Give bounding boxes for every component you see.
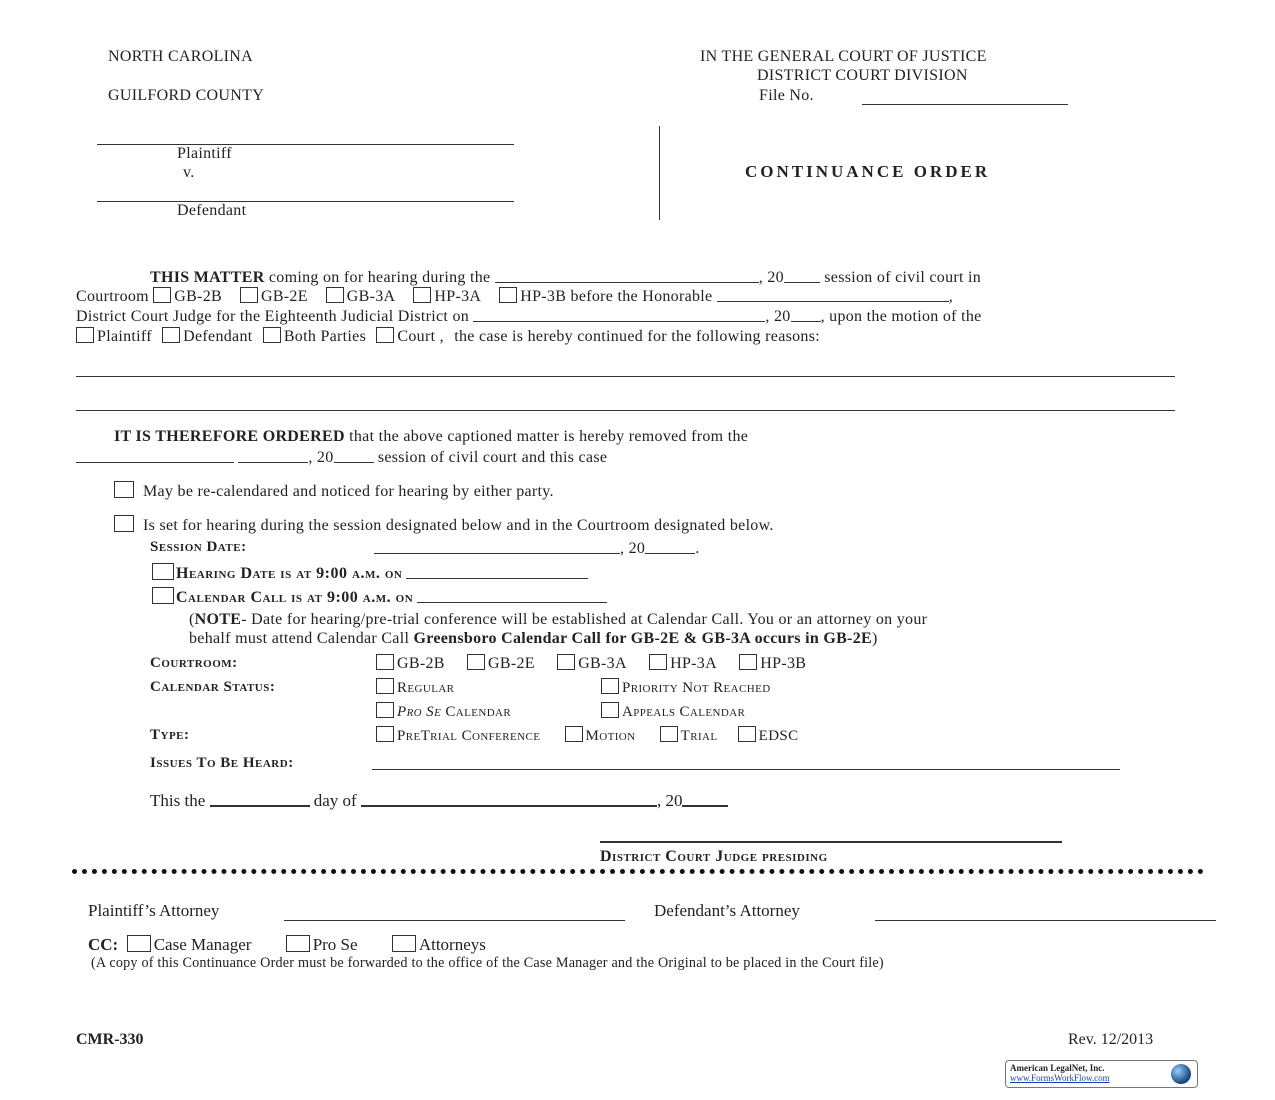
courtroom-options [376,654,824,673]
status-option-prose: Calendar [445,704,512,720]
courtroom-checkbox[interactable] [467,654,485,670]
cc-option: Attorneys [418,935,486,954]
page-title: CONTINUANCE ORDER [745,162,991,181]
status-row-2 [376,702,511,721]
cc-checkbox[interactable] [127,935,151,952]
calendar-call-checkbox[interactable] [152,587,174,604]
type-option: Trial [680,728,718,744]
matter-year-field-2[interactable] [791,307,821,322]
status-option-priority: Priority Not Reached [622,680,771,696]
judge-signature-label: District Court Judge presiding [600,848,828,865]
matter-year-field[interactable] [784,268,820,283]
type-options [376,726,817,745]
calendar-call-row [152,587,607,607]
status-checkbox[interactable] [601,678,619,694]
reasons-text: the case is hereby continued for the following reasons: [454,328,820,345]
plaintiff-attorney-label: Plaintiff’s Attorney [88,901,220,920]
recalendar-label: May be re-calendared and noticed for hearing by either party. [143,483,554,500]
matter-date-field[interactable] [473,307,765,322]
status-checkbox[interactable] [376,678,394,694]
recalendar-checkbox[interactable] [114,481,134,498]
option-set-hearing [114,515,774,535]
hearing-date-row [152,563,588,583]
this-the-label: This the [150,791,206,810]
courtroom-option: GB-2E [488,655,535,672]
matter-text-1: coming on for hearing during the [268,269,491,286]
type-option: Motion [585,728,636,744]
matter-year-prefix: , 20 [758,269,784,286]
matter-courtroom-option: GB-3A [346,288,396,305]
judge-signature-field[interactable] [600,841,1062,843]
matter-motion-text: , upon the motion of the [820,308,982,325]
matter-session-field[interactable] [495,268,759,283]
publisher-logo[interactable] [1005,1060,1198,1088]
courtroom-label: Courtroom: [150,655,238,671]
plaintiff-label: Plaintiff [177,145,232,162]
status-row-2b [601,702,745,721]
file-no-field[interactable] [862,104,1068,105]
cc-option: Case Manager [153,935,252,954]
session-year-field[interactable] [645,539,695,554]
defendant-attorney-label: Defendant’s Attorney [654,901,800,920]
division-label: DISTRICT COURT DIVISION [757,67,968,84]
globe-icon [1171,1064,1191,1084]
county-label: GUILFORD COUNTY [108,87,265,104]
ordered-text-1: that the above captioned matter is hereby removed from the [349,428,749,445]
mover-option: Plaintiff [97,328,152,345]
matter-courtroom-option: GB-2B [174,288,222,305]
type-option: EDSC [758,728,799,744]
day-field[interactable] [210,791,310,807]
matter-courtroom-label: Courtroom [76,288,149,305]
mover-checkbox[interactable] [376,327,394,343]
courtroom-checkbox[interactable] [376,654,394,670]
cc-row [88,935,504,955]
defendant-attorney-field[interactable] [875,920,1216,921]
year-field[interactable] [682,791,728,807]
logo-line-1: American LegalNet, Inc. [1010,1063,1105,1073]
ordered-lead: IT IS THEREFORE ORDERED [114,428,345,445]
matter-year-prefix-2: , 20 [765,308,791,325]
cc-checkbox[interactable] [392,935,416,952]
mover-checkbox[interactable] [263,327,281,343]
courtroom-option: GB-2B [397,655,445,672]
matter-courtroom-checkbox[interactable] [413,287,431,303]
session-date-field[interactable] [374,539,620,554]
matter-line-3 [76,307,982,326]
note-line-1: (NOTE- Date for hearing/pre-trial conference will be established at Calendar Call. You or an attorney on your [189,611,928,628]
courtroom-option: HP-3B [760,655,807,672]
mover-option: Court , [397,328,444,345]
status-option-prose-italic: Pro Se [397,704,442,720]
hearing-date-label: Hearing Date is at 9:00 a.m. on [176,565,403,582]
versus-label: v. [183,164,195,181]
set-hearing-checkbox[interactable] [114,515,134,532]
matter-courtroom-checkbox[interactable] [499,287,517,303]
set-hearing-label: Is set for hearing during the session designated below and in the Courtroom designated below. [143,517,774,534]
cc-checkbox[interactable] [286,935,310,952]
status-checkbox[interactable] [376,702,394,718]
issues-field[interactable] [372,769,1120,770]
calendar-status-label: Calendar Status: [150,679,276,695]
note-text-2: behalf must attend Calendar Call [189,630,410,647]
type-label: Type: [150,727,190,743]
plaintiff-name-field[interactable] [97,144,514,145]
day-of-label: day of [313,791,357,810]
form-id: CMR-330 [76,1031,144,1048]
judge-name-field[interactable] [717,287,949,302]
hearing-date-checkbox[interactable] [152,563,174,580]
session-date-line: , 20 . [374,539,700,558]
status-row-1b [601,678,771,697]
defendant-name-field[interactable] [97,201,514,202]
type-option: PreTrial Conference [397,728,541,744]
cc-label: CC: [88,935,119,954]
note-line-2: behalf must attend Calendar Call Greensboro Calendar Call for GB-2E & GB-3A occurs in GB-2E) [189,630,878,647]
matter-line-1 [76,268,981,287]
month-field[interactable] [361,791,657,807]
matter-line-4 [76,327,820,346]
status-checkbox[interactable] [601,702,619,718]
courtroom-option: HP-3A [670,655,717,672]
courtroom-checkbox[interactable] [739,654,757,670]
cc-note: (A copy of this Continuance Order must be forwarded to the office of the Case Manager and the Original to be placed in the Court file) [91,955,884,971]
ordered-date-field[interactable] [238,448,308,463]
court-label: IN THE GENERAL COURT OF JUSTICE [700,48,987,65]
caption-divider [659,126,660,220]
year-prefix: , 20 [656,791,683,810]
matter-courtroom-option: HP-3A [434,288,482,305]
logo-line-2[interactable]: www.FormsWorkFlow.com [1010,1073,1110,1083]
reasons-field-2[interactable] [76,410,1175,411]
option-recalendar [114,481,554,501]
section-divider [72,869,1204,874]
matter-courtroom-checkbox[interactable] [153,287,171,303]
type-checkbox[interactable] [738,726,756,742]
ordered-text-2: session of civil court and this case [377,449,608,466]
signature-date-line [150,791,728,811]
mover-option: Both Parties [283,328,367,345]
ordered-line-2: , 20 session of civil court and this case [76,448,607,467]
note-text: - Date for hearing/pre-trial conference will be established at Calendar Call. You or an attorney on your [241,611,928,628]
matter-courtroom-option: HP-3B [520,288,567,305]
courtroom-option: GB-3A [578,655,627,672]
matter-lead: THIS MATTER [150,269,265,286]
mover-checkbox[interactable] [162,327,180,343]
note-bold: Greensboro Calendar Call for GB-2E & GB-3A occurs in GB-2E [413,630,872,647]
calendar-call-label: Calendar Call is at 9:00 a.m. on [176,589,414,606]
courtroom-checkbox[interactable] [649,654,667,670]
note-lead: NOTE [194,611,242,628]
revision-label: Rev. 12/2013 [1068,1031,1154,1048]
defendant-label: Defendant [177,202,247,219]
type-checkbox[interactable] [376,726,394,742]
matter-text-3: session of civil court in [824,269,982,286]
type-checkbox[interactable] [660,726,678,742]
matter-courtroom-checkbox[interactable] [240,287,258,303]
status-option-appeals: Appeals Calendar [622,704,746,720]
courtroom-checkbox[interactable] [557,654,575,670]
matter-before-label: before the Honorable [570,288,713,305]
status-row-1 [376,678,454,697]
issues-label: Issues To Be Heard: [150,755,294,771]
ordered-session-field[interactable] [76,448,234,463]
plaintiff-attorney-field[interactable] [284,920,625,921]
hearing-date-field[interactable] [406,564,588,579]
session-date-label: Session Date: [150,539,247,555]
mover-checkbox[interactable] [76,327,94,343]
ordered-year-field[interactable] [334,448,374,463]
matter-line-2: Courtroom GB-2B GB-2E GB-3A HP-3A HP-3B before the Honorable , [76,288,954,305]
mover-option: Defendant [183,328,253,345]
type-checkbox[interactable] [565,726,583,742]
matter-judge-text: District Court Judge for the Eighteenth Judicial District on [76,308,470,325]
status-option-regular: Regular [397,680,455,696]
calendar-call-field[interactable] [417,588,607,603]
matter-courtroom-checkbox[interactable] [326,287,344,303]
reasons-field-1[interactable] [76,376,1175,377]
state-label: NORTH CAROLINA [108,48,254,65]
file-no-label: File No. [759,87,814,104]
ordered-line-1 [114,428,748,446]
cc-option: Pro Se [312,935,358,954]
matter-courtroom-option: GB-2E [260,288,308,305]
